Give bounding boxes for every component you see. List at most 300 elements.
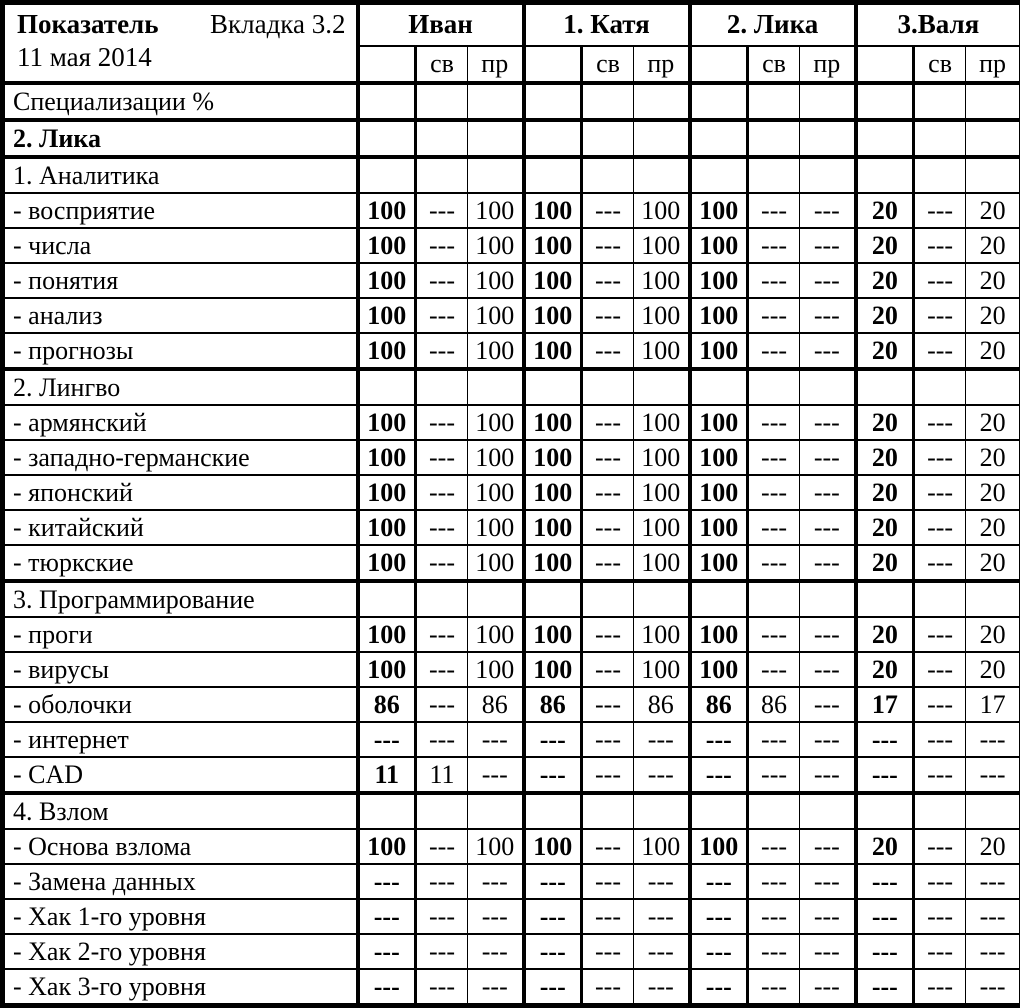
value-cell [800,581,856,617]
value-cell: 100 [468,405,524,440]
row-label: - китайский [3,510,358,545]
subcol-sv-header: св [914,46,966,83]
value-cell [690,83,748,120]
value-cell [914,793,966,829]
value-cell: 20 [966,510,1020,545]
value-cell: --- [582,333,634,369]
subcol-total-header [358,46,416,83]
value-cell: --- [966,899,1020,934]
value-cell: --- [582,757,634,793]
table-row [3,687,1020,722]
value-cell [748,793,800,829]
value-cell: --- [416,263,468,298]
value-cell: --- [856,934,914,969]
value-cell: --- [416,298,468,333]
table-row [3,969,1020,1006]
value-cell [524,83,582,120]
row-label: - понятия [3,263,358,298]
value-cell: 100 [358,298,416,333]
value-cell: --- [748,510,800,545]
table-row [3,864,1020,899]
value-cell: --- [582,829,634,864]
value-cell: --- [358,722,416,757]
value-cell: --- [748,298,800,333]
value-cell: --- [800,475,856,510]
table-row [3,475,1020,510]
value-cell: --- [800,652,856,687]
row-label: - западно-германские [3,440,358,475]
section-row [3,793,1020,829]
value-cell: --- [914,829,966,864]
value-cell [524,120,582,157]
value-cell: --- [416,687,468,722]
value-cell: --- [582,510,634,545]
value-cell: --- [748,545,800,581]
value-cell [690,120,748,157]
value-cell: --- [748,969,800,1006]
value-cell: --- [416,722,468,757]
value-cell [690,369,748,405]
person-header-4: 3.Валя [856,3,1020,47]
value-cell: 100 [634,405,690,440]
value-cell: 20 [966,475,1020,510]
value-cell: 100 [690,193,748,228]
value-cell: 20 [856,545,914,581]
value-cell: 100 [690,475,748,510]
value-cell: 100 [468,545,524,581]
value-cell: --- [966,757,1020,793]
row-label: - Замена данных [3,864,358,899]
value-cell [416,369,468,405]
value-cell: 100 [634,228,690,263]
value-cell [914,83,966,120]
value-cell: --- [800,440,856,475]
value-cell: --- [748,617,800,652]
value-cell: 20 [856,193,914,228]
value-cell: 100 [524,405,582,440]
row-label: - проги [3,617,358,652]
value-cell: 100 [524,510,582,545]
value-cell: --- [914,440,966,475]
value-cell: --- [582,475,634,510]
value-cell: --- [690,969,748,1006]
value-cell [748,120,800,157]
value-cell: --- [748,440,800,475]
subcol-pr-header: пр [634,46,690,83]
row-label: - Основа взлома [3,829,358,864]
date-label: 11 мая 2014 [5,40,356,73]
value-cell [856,83,914,120]
value-cell: --- [914,864,966,899]
value-cell: 100 [358,228,416,263]
value-cell [966,157,1020,193]
row-label: 3. Программирование [3,581,358,617]
row-label: - восприятие [3,193,358,228]
table-row [3,333,1020,369]
value-cell: 100 [524,193,582,228]
value-cell: 20 [966,617,1020,652]
value-cell: 100 [468,263,524,298]
row-label: - Хак 2-го уровня [3,934,358,969]
value-cell: --- [800,510,856,545]
value-cell: 100 [690,263,748,298]
value-cell [358,793,416,829]
row-label: - Хак 1-го уровня [3,899,358,934]
value-cell: --- [914,228,966,263]
value-cell: --- [800,864,856,899]
value-cell: --- [524,934,582,969]
value-cell: --- [800,722,856,757]
value-cell [582,581,634,617]
value-cell: 100 [358,333,416,369]
tab-note: Вкладка 3.2 [210,9,346,40]
value-cell: --- [914,298,966,333]
value-cell: --- [358,864,416,899]
value-cell: 100 [358,617,416,652]
value-cell: --- [416,510,468,545]
value-cell: --- [582,899,634,934]
value-cell: --- [358,969,416,1006]
person-header-1: Иван [358,3,524,47]
value-cell: 100 [690,298,748,333]
value-cell: 20 [966,405,1020,440]
value-cell: --- [416,899,468,934]
table-title-cell [3,3,358,84]
value-cell: --- [800,228,856,263]
value-cell: 86 [748,687,800,722]
value-cell [582,369,634,405]
value-cell: --- [468,757,524,793]
value-cell: --- [416,864,468,899]
value-cell: --- [690,722,748,757]
person-header-2: 1. Катя [524,3,690,47]
value-cell: --- [634,899,690,934]
value-cell: 100 [634,440,690,475]
value-cell: --- [582,263,634,298]
value-cell: 100 [690,333,748,369]
value-cell: --- [800,934,856,969]
value-cell [966,369,1020,405]
value-cell [524,157,582,193]
value-cell [582,157,634,193]
section-row [3,83,1020,120]
value-cell: --- [914,722,966,757]
value-cell [966,793,1020,829]
value-cell: --- [914,475,966,510]
value-cell: 20 [856,333,914,369]
value-cell: --- [582,228,634,263]
value-cell [856,793,914,829]
subcol-sv-header: св [748,46,800,83]
value-cell: --- [856,899,914,934]
value-cell: 100 [358,263,416,298]
value-cell [856,157,914,193]
row-label: - Хак 3-го уровня [3,969,358,1006]
value-cell: --- [856,722,914,757]
value-cell: 100 [634,333,690,369]
value-cell: 100 [524,617,582,652]
value-cell: --- [748,475,800,510]
value-cell [468,793,524,829]
value-cell [416,793,468,829]
row-label: - интернет [3,722,358,757]
value-cell: 11 [358,757,416,793]
value-cell: 100 [468,333,524,369]
value-cell [582,793,634,829]
value-cell [634,120,690,157]
value-cell: 86 [634,687,690,722]
value-cell: 20 [966,263,1020,298]
value-cell [582,83,634,120]
value-cell: 100 [524,475,582,510]
value-cell: 100 [690,228,748,263]
value-cell: --- [582,440,634,475]
value-cell: 17 [856,687,914,722]
value-cell: 100 [634,298,690,333]
value-cell [856,581,914,617]
table-body [3,83,1020,1006]
value-cell: --- [358,899,416,934]
value-cell: --- [690,757,748,793]
subcol-total-header [856,46,914,83]
table-row [3,263,1020,298]
row-label: - тюркские [3,545,358,581]
value-cell: 20 [856,440,914,475]
value-cell: --- [634,757,690,793]
value-cell: 100 [468,475,524,510]
value-cell: --- [914,545,966,581]
value-cell: 100 [468,617,524,652]
page-title: Показатель [17,9,158,40]
value-cell: --- [914,899,966,934]
value-cell [358,157,416,193]
value-cell [468,581,524,617]
value-cell: --- [416,440,468,475]
value-cell: 20 [856,652,914,687]
value-cell [416,157,468,193]
value-cell: 86 [468,687,524,722]
value-cell: --- [748,864,800,899]
value-cell: --- [468,969,524,1006]
value-cell: 86 [358,687,416,722]
value-cell: --- [800,263,856,298]
value-cell: 100 [690,652,748,687]
value-cell [468,83,524,120]
value-cell: --- [582,298,634,333]
value-cell [416,120,468,157]
value-cell: 20 [966,228,1020,263]
value-cell: --- [748,228,800,263]
value-cell [690,581,748,617]
value-cell: 20 [856,617,914,652]
value-cell: 100 [468,228,524,263]
value-cell: 100 [358,829,416,864]
value-cell: --- [416,475,468,510]
value-cell: 100 [468,652,524,687]
value-cell: 100 [358,193,416,228]
value-cell: --- [856,864,914,899]
title-line [5,7,356,40]
value-cell: --- [800,617,856,652]
value-cell: 20 [966,652,1020,687]
value-cell [468,369,524,405]
value-cell: --- [468,864,524,899]
value-cell: --- [634,934,690,969]
value-cell: 20 [856,475,914,510]
value-cell: 100 [468,440,524,475]
value-cell: --- [914,617,966,652]
value-cell: --- [690,899,748,934]
value-cell [358,369,416,405]
value-cell: --- [582,864,634,899]
value-cell [914,120,966,157]
value-cell: --- [582,545,634,581]
value-cell: 100 [690,545,748,581]
value-cell: 100 [358,405,416,440]
value-cell: 100 [634,263,690,298]
value-cell: --- [582,687,634,722]
value-cell: 100 [468,298,524,333]
value-cell: --- [748,263,800,298]
value-cell: --- [582,934,634,969]
value-cell [634,157,690,193]
value-cell: 100 [524,263,582,298]
row-label: 4. Взлом [3,793,358,829]
table-row [3,193,1020,228]
value-cell: --- [468,934,524,969]
value-cell: --- [416,934,468,969]
value-cell: 100 [634,510,690,545]
value-cell [914,157,966,193]
value-cell [800,120,856,157]
value-cell: --- [468,899,524,934]
value-cell [634,581,690,617]
row-label: - CAD [3,757,358,793]
value-cell: 100 [634,545,690,581]
value-cell: 100 [634,652,690,687]
value-cell [966,83,1020,120]
value-cell: 20 [966,829,1020,864]
value-cell [468,157,524,193]
table-row [3,652,1020,687]
value-cell: --- [582,405,634,440]
value-cell: --- [966,864,1020,899]
value-cell [966,120,1020,157]
value-cell: 100 [524,829,582,864]
value-cell: --- [800,757,856,793]
value-cell: --- [800,405,856,440]
value-cell: --- [800,545,856,581]
value-cell: 100 [524,652,582,687]
value-cell: 100 [524,545,582,581]
row-label: - числа [3,228,358,263]
subcol-pr-header: пр [468,46,524,83]
value-cell: --- [416,405,468,440]
section-row [3,369,1020,405]
section-row [3,120,1020,157]
value-cell: --- [748,652,800,687]
value-cell: --- [416,829,468,864]
value-cell: 100 [358,652,416,687]
subcol-total-header [524,46,582,83]
value-cell [856,369,914,405]
value-cell: 100 [358,510,416,545]
value-cell: 20 [966,440,1020,475]
value-cell: --- [966,969,1020,1006]
value-cell: 20 [966,298,1020,333]
value-cell: 20 [856,263,914,298]
value-cell [748,157,800,193]
value-cell: 86 [524,687,582,722]
value-cell: --- [748,757,800,793]
row-label: - японский [3,475,358,510]
value-cell: 100 [468,829,524,864]
table-row [3,757,1020,793]
value-cell [358,120,416,157]
value-cell: --- [748,899,800,934]
value-cell: --- [800,193,856,228]
row-label: - вирусы [3,652,358,687]
table-row [3,405,1020,440]
value-cell: --- [856,757,914,793]
value-cell: 20 [856,510,914,545]
value-cell: 20 [856,829,914,864]
value-cell [358,581,416,617]
subcol-sv-header: св [416,46,468,83]
value-cell: 100 [468,510,524,545]
value-cell: --- [690,864,748,899]
value-cell: --- [914,405,966,440]
value-cell: 86 [690,687,748,722]
value-cell: --- [748,333,800,369]
value-cell: --- [748,934,800,969]
table-row [3,829,1020,864]
value-cell: --- [358,934,416,969]
value-cell: --- [966,934,1020,969]
value-cell: 11 [416,757,468,793]
table-row [3,899,1020,934]
value-cell: --- [748,193,800,228]
value-cell: --- [416,193,468,228]
value-cell: 100 [524,333,582,369]
value-cell: 17 [966,687,1020,722]
value-cell [524,581,582,617]
value-cell: --- [416,228,468,263]
value-cell: --- [416,969,468,1006]
value-cell: 20 [856,228,914,263]
value-cell: 100 [358,545,416,581]
value-cell [358,83,416,120]
row-label: - армянский [3,405,358,440]
value-cell: --- [914,263,966,298]
value-cell: 20 [856,405,914,440]
subcol-pr-header: пр [966,46,1020,83]
value-cell [634,83,690,120]
value-cell: --- [914,687,966,722]
value-cell: --- [914,652,966,687]
row-label: 2. Лингво [3,369,358,405]
header-row-titles [3,3,1020,47]
table-row [3,934,1020,969]
table-row [3,545,1020,581]
value-cell [690,157,748,193]
value-cell: --- [582,617,634,652]
value-cell [416,581,468,617]
value-cell [468,120,524,157]
value-cell: --- [800,899,856,934]
value-cell [800,157,856,193]
value-cell: --- [914,969,966,1006]
